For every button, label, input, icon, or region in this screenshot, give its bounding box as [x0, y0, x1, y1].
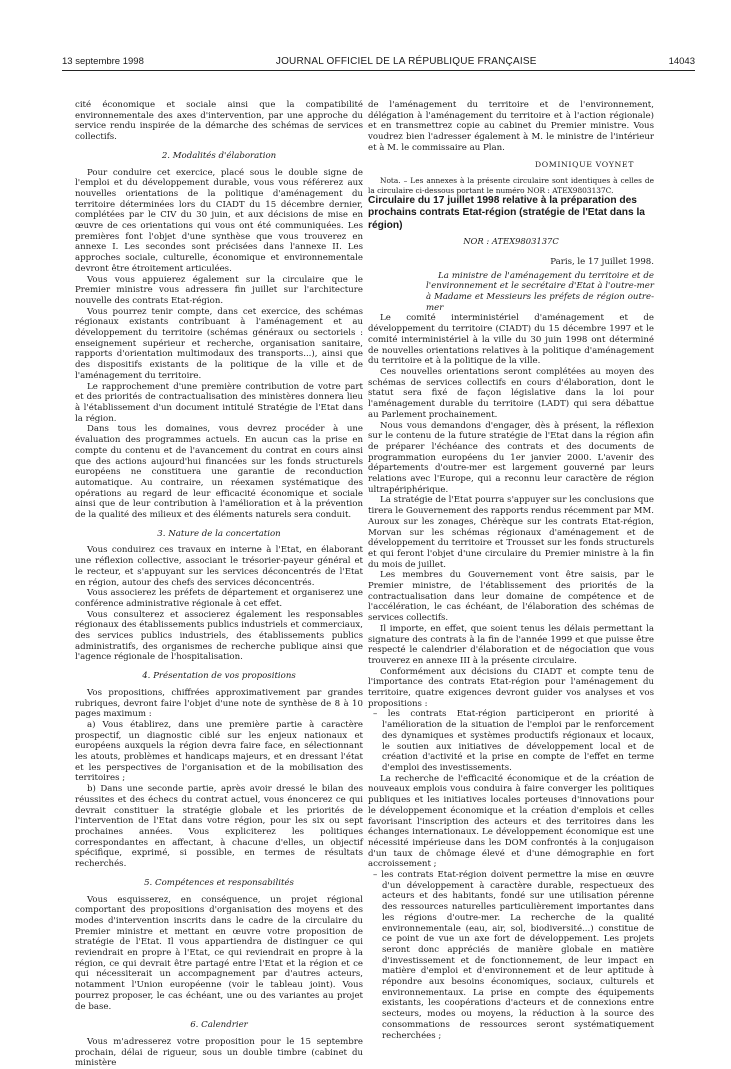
section-heading: 5. Compétences et responsabilités — [144, 877, 294, 888]
section-heading: 2. Modalités d'élaboration — [161, 150, 277, 161]
nota: Nota. – Les annexes à la présente circulaire sont identiques à celles de la circulaire ci-dessous portant le numéro NOR : ATEX9803137C. — [368, 176, 654, 195]
section-heading: 3. Nature de la concertation — [157, 528, 281, 539]
paragraph: de l'aménagement du territoire et de l'environnement, délégation à l'aménagement du territoire et à l'action régionale) et en transmettrez copie au cabinet du Premier ministre. Vous voudrez bien l'adresser également à M. le ministre de l'intérieur et à M. le commissaire au Plan. — [368, 100, 654, 153]
journal-title: JOURNAL OFFICIEL DE LA RÉPUBLIQUE FRANÇAISE — [275, 55, 537, 67]
page-header — [62, 52, 695, 70]
section-heading: 6. Calendrier — [190, 1020, 248, 1031]
paragraph: La stratégie de l'Etat pourra s'appuyer sur les conclusions que tirera le Gouvernement des rapports rendus récemment par MM. Auroux sur les zonages, Chérèque sur les contrats Etat-région, Morvan sur les schémas régionaux d'aménagement et de développement du territoire et Trousset sur les fonds structurels et qui feront l'objet d'une circulaire du Premier ministre à la fin du mois de juillet. — [368, 495, 654, 570]
nor-reference: NOR : ATEX9803137C — [463, 236, 559, 247]
paragraph: Vous esquisserez, en conséquence, un projet régional comportant des propositions d'organisation des moyens et des modes d'intervention inscrits dans le cadre de la circulaire du Premier ministre et mettant en œuvre votre proposition de stratégie de l'Etat. Il vous appartiendra de distinguer ce qui reviendrait en propre à l'Etat, ce qui reviendrait en propre à la région, ce qui devrait être partagé entre l'Etat et la région et ce qui nécessiterait un accompagnement par d'autres acteurs, notamment l'Union européenne (voir le tableau joint). Vous pourrez proposer, le cas échéant, une ou des variantes au projet de base. — [75, 894, 363, 1012]
circular-date: Paris, le 17 juillet 1998. — [550, 256, 654, 267]
paragraph: Vous consulterez et associerez également les responsables régionaux des établissements publics industriels et commerciaux, des services publics industriels, des établissements publics administratifs, des organismes de recherche publique ainsi que l'agence régionale de l'hospitalisation. — [75, 609, 363, 663]
addressee: La ministre de l'aménagement du territoire et de l'environnement et le secrétaire d'Etat à l'outre-mer à Madame et Messieurs les préfets de région outre-mer — [426, 270, 654, 313]
paragraph: La recherche de l'efficacité économique et de la création de nouveaux emplois vous conduira à faire converger les politiques publiques et les initiatives locales porteuses d'innovations pour le développement économique et la création d'emplois et celles favorisant l'inscription des acteurs et des territoires dans les échanges internationaux. Le développement économique est une nécessité impérieuse dans les DOM confrontés à la conjugaison d'un taux de chômage élevé et d'une démographie en fort accroissement ; — [368, 773, 654, 870]
paragraph: Conformément aux décisions du CIADT et compte tenu de l'importance des contrats Etat-région pour l'aménagement du territoire, quatre exigences devront guider vos analyses et vos propositions : — [368, 666, 654, 709]
paragraph: Vos propositions, chiffrées approximativement par grandes rubriques, devront faire l'objet d'une note de synthèse de 8 à 10 pages maximum : — [75, 687, 363, 720]
paragraph: Vous associerez les préfets de département et organiserez une conférence administrative régionale à cet effet. — [75, 588, 363, 609]
page-number: 14043 — [668, 55, 695, 67]
section-heading: 4. Présentation de vos propositions — [142, 671, 296, 682]
list-item: a) Vous établirez, dans une première partie à caractère prospectif, un diagnostic ciblé sur les enjeux nationaux et européens auxquels la région devra faire face, en sélectionnant les atouts, problèmes et handicaps majeurs, et en dressant l'état et les perspectives de l'organisation et de la mobilisation des territoires ; — [75, 719, 363, 784]
paragraph: Les membres du Gouvernement vont être saisis, par le Premier ministre, de l'établissement des priorités de la contractualisation dans leur domaine de compétence et de l'accélération, le cas échéant, de l'élaboration des schémas de services collectifs. — [368, 570, 654, 624]
signature: DOMINIQUE VOYNET — [534, 159, 634, 169]
paragraph: Vous vous appuierez également sur la circulaire que le Premier ministre vous adressera fin juillet sur l'architecture nouvelle des contrats Etat-région. — [75, 274, 363, 306]
list-item: – les contrats Etat-région participeront en priorité à l'amélioration de la situation de l'emploi par le renforcement des dynamiques et systèmes productifs régionaux et locaux, le soutien aux initiatives de développement local et de création d'activité et la prise en compte de l'effet en terme d'emploi des investissements. — [373, 709, 654, 773]
paragraph: Pour conduire cet exercice, placé sous le double signe de l'emploi et du développement durable, vous vous référerez aux nouvelles orientations de la politique d'aménagement du territoire déterminées lors du CIADT du 15 décembre dernier, complétées par le CIV du 30 juin, et aux décisions de mise en œuvre de ces orientations qui vous ont été communiquées. Les premières font l'objet d'une synthèse que vous trouverez en annexe I. Les secondes sont précisées dans l'annexe II. Les approches sociale, culturelle, économique et environnementale devront être étroitement articulées. — [75, 167, 363, 274]
right-column — [368, 100, 654, 1041]
paragraph: Vous pourrez tenir compte, dans cet exercice, des schémas régionaux existants contribuant à l'aménagement et au développement du territoire (schémas généraux ou sectoriels : enseignement supérieur et recherche, organisation sanitaire, rapports d'orientation multimodaux des transports...), ainsi que des dispositifs existants de la politique de la ville et de l'aménagement du territoire. — [75, 306, 363, 381]
header-rule — [62, 70, 695, 71]
paragraph: Nous vous demandons d'engager, dès à présent, la réflexion sur le contenu de la future stratégie de l'Etat dans la région afin de préparer l'échéance des contrats et des documents de programmation européens du 1er janvier 2000. L'avenir des départements d'outre-mer est largement gouverné par leurs relations avec l'Europe, qui a reconnu leur caractère de région ultrapériphérique. — [368, 420, 654, 495]
list-item: – les contrats Etat-région doivent permettre la mise en œuvre d'un développement à caractère durable, respectueux des acteurs et des habitants, fondé sur une utilisation pérenne des ressources naturelles particulièrement importantes dans les régions d'outre-mer. La recherche de la qualité environnementale (eau, air, sol, biodiversité...) constitue de ce point de vue un axe fort de développement. Les projets seront donc appréciés de manière globale en matière d'investissement et de fonctionnement, de leur impact en matière d'emploi et d'environnement et de leur aptitude à répondre aux besoins économiques, sociaux, culturels et environnementaux. La prise en compte des équipements existants, les coopérations d'acteurs et de connexions entre secteurs, modes ou moyens, la réduction à la source des consommations de ressources seront systématiquement recherchées ; — [373, 870, 654, 1041]
header-date: 13 septembre 1998 — [62, 55, 144, 67]
paragraph: Le comité interministériel d'aménagement et de développement du territoire (CIADT) du 15 décembre 1997 et le comité interministériel à la ville du 30 juin 1998 ont déterminé de nouvelles orientations relatives à la politique d'aménagement du territoire et à la politique de la ville. — [368, 313, 654, 367]
circular-title: Circulaire du 17 juillet 1998 relative à la préparation des prochains contrats Etat-région (stratégie de l'Etat dans la région) — [368, 195, 645, 231]
paragraph: Vous m'adresserez votre proposition pour le 15 septembre prochain, délai de rigueur, sous un double timbre (cabinet du ministère — [75, 1036, 363, 1069]
paragraph: cité économique et sociale ainsi que la compatibilité environnementale des axes d'intervention, par une approche du service rendu inspirée de la démarche des schémas de services collectifs. — [75, 100, 363, 143]
paragraph: Il importe, en effet, que soient tenus les délais permettant la signature des contrats à la fin de l'année 1999 et que puisse être respecté le calendrier d'élaboration et de négociation que vous trouverez en annexe III à la présente circulaire. — [368, 623, 654, 666]
list-item: b) Dans une seconde partie, après avoir dressé le bilan des réussites et des échecs du contrat actuel, vous énoncerez ce qui devrait constituer la stratégie globale et les priorités de l'intervention de l'Etat dans votre région, pour les six ou sept prochaines années. Vous expliciterez les politiques correspondantes en affectant, à chacune d'elles, un objectif spécifique, exprimé, si possible, en termes de résultats recherchés. — [75, 784, 363, 870]
paragraph: Vous conduirez ces travaux en interne à l'Etat, en élaborant une réflexion collective, associant le trésorier-payeur général et le recteur, et s'appuyant sur les services déconcentrés de l'Etat en région, autour des chefs des services déconcentrés. — [75, 545, 363, 588]
paragraph: Dans tous les domaines, vous devrez procéder à une évaluation des programmes actuels. En aucun cas la prise en compte du contenu et de l'avancement du contrat en cours ainsi que des actions aujourd'hui financées sur les fonds structurels européens ne constituera une garantie de reconduction automatique. Au contraire, un réexamen systématique des opérations au regard de leur efficacité économique et sociale ainsi que de leur contribution à l'amélioration et à la prévention de la qualité des milieux et des éléments naturels sera conduit. — [75, 424, 363, 521]
paragraph: Ces nouvelles orientations seront complétées au moyen des schémas de services collectifs en cours d'élaboration, dont le statut sera fixé de façon législative dans la loi pour l'aménagement durable du territoire (LADT) qui sera débattue au Parlement prochainement. — [368, 366, 654, 420]
left-column — [75, 100, 363, 1069]
paragraph: Le rapprochement d'une première contribution de votre part et des priorités de contractualisation des ministères donnera lieu à l'établissement d'un document intitulé Stratégie de l'Etat dans la région. — [75, 381, 363, 424]
